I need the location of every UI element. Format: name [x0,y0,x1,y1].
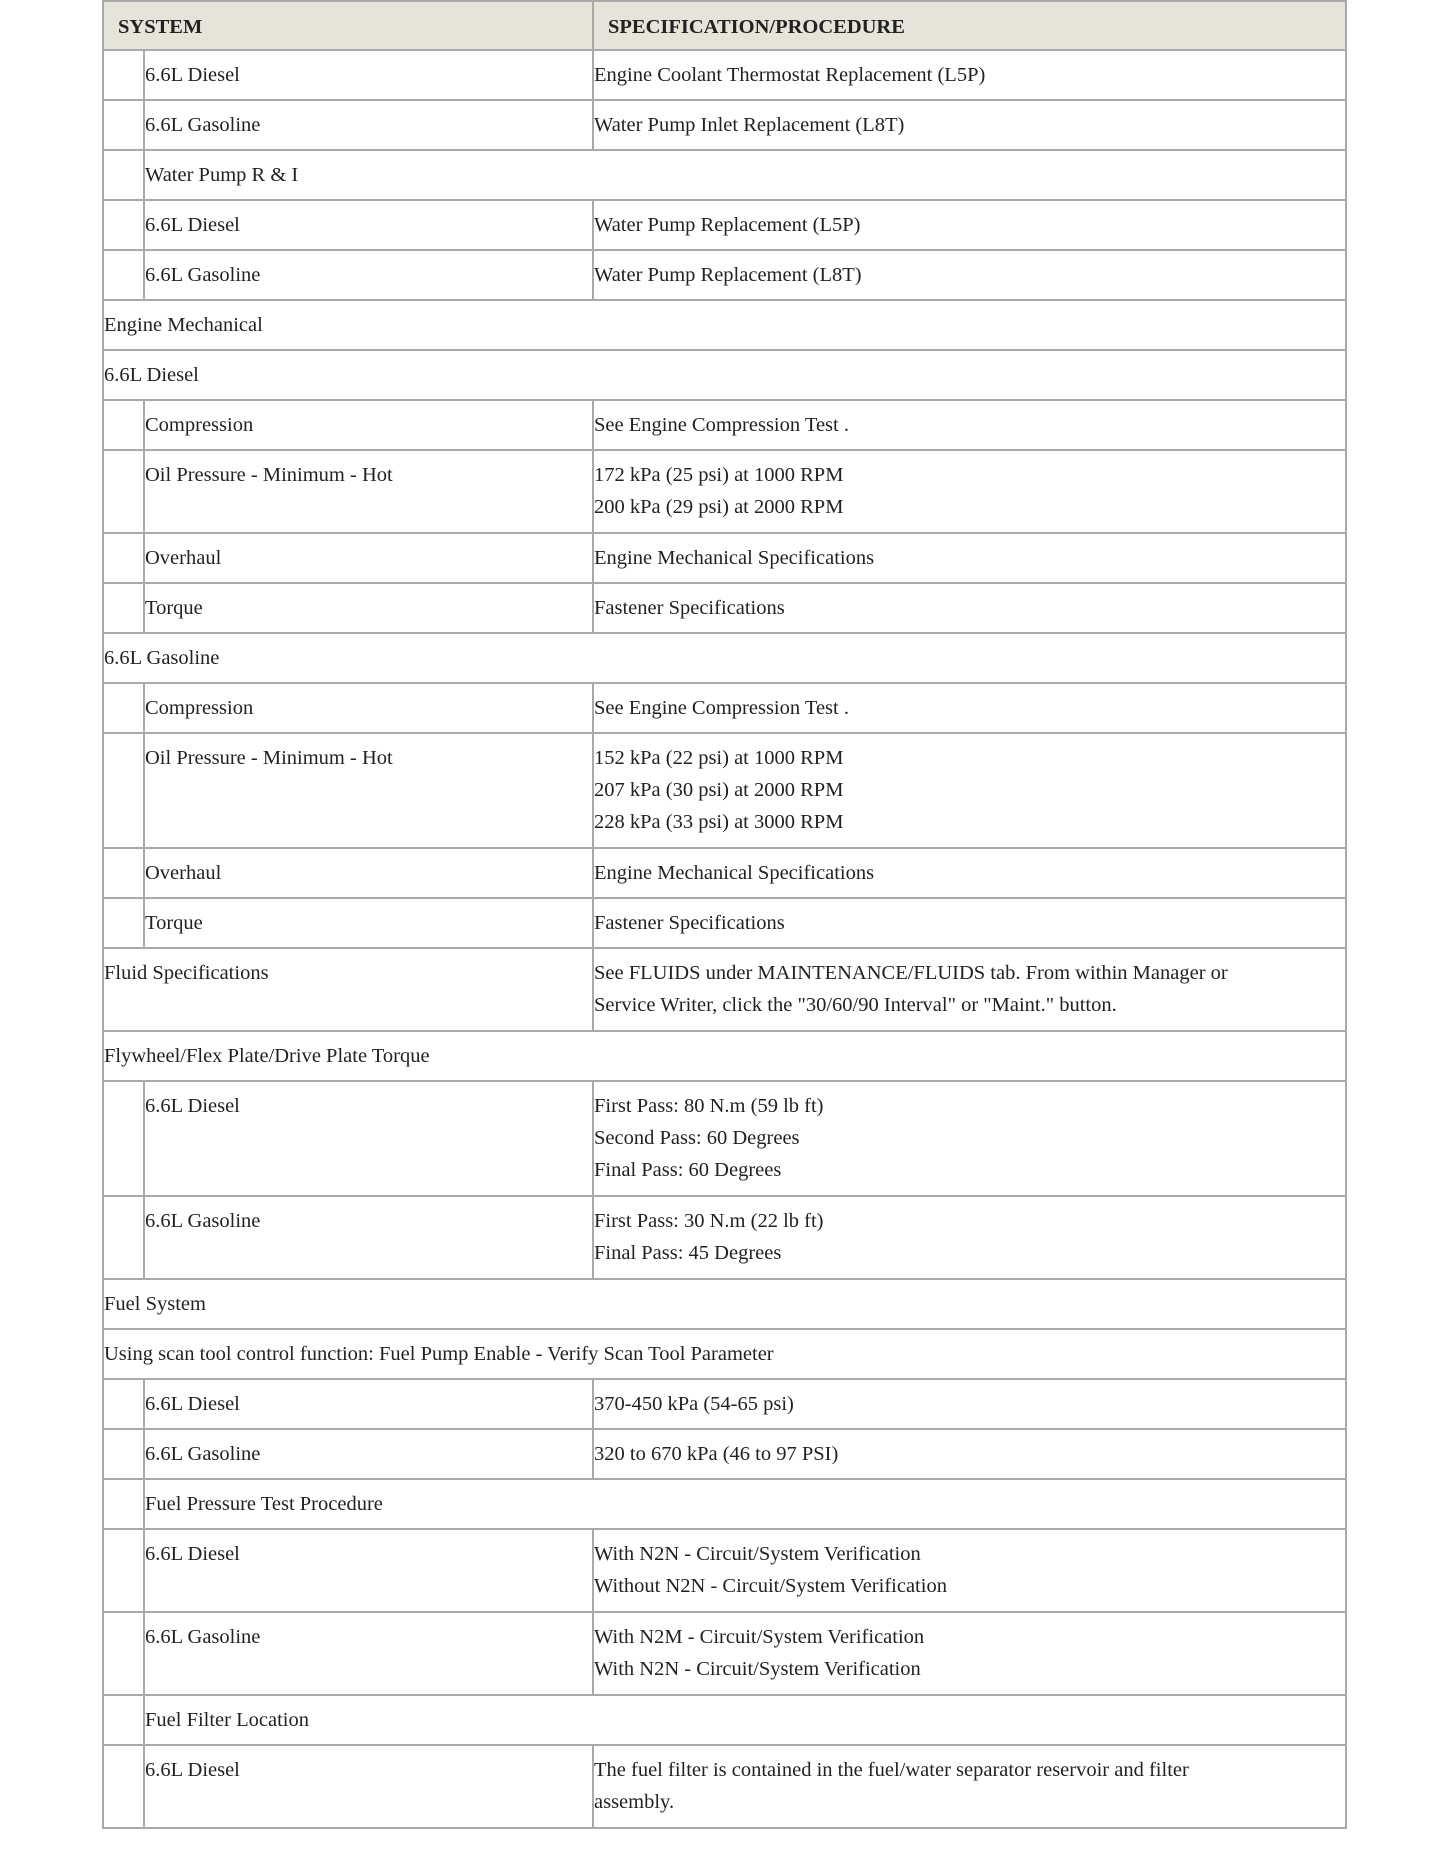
table-header-row [103,1,1346,50]
system-cell [144,898,593,948]
system-cell [144,1196,593,1279]
table-row [103,1695,1346,1745]
subsection-label: Using scan tool control function: Fuel Pump Enable - Verify Scan Tool Parameter [104,1343,774,1365]
spec-cell [593,400,1346,450]
system-cell [144,100,593,150]
indent-cell [103,1695,144,1745]
spec-value-line: Service Writer, click the "30/60/90 Interval" or "Maint." button. [594,994,1117,1016]
spec-value-line: Water Pump Inlet Replacement (L8T) [594,114,905,136]
spec-cell [593,1529,1346,1612]
spec-value-line: First Pass: 30 N.m (22 lb ft) [594,1210,824,1232]
system-cell [144,683,593,733]
indent-cell [103,1479,144,1529]
spec-value-line: With N2N - Circuit/System Verification [594,1543,921,1565]
system-label: Torque [145,597,203,619]
table-row [103,1479,1346,1529]
table-row [103,250,1346,300]
system-label: Overhaul [145,862,222,884]
section-label: Fluid Specifications [104,962,269,984]
system-label: 6.6L Diesel [145,1095,240,1117]
system-cell [144,200,593,250]
spec-value-line: With N2M - Circuit/System Verification [594,1626,925,1648]
system-label: Torque [145,912,203,934]
spec-cell [593,533,1346,583]
system-label: 6.6L Diesel [145,1759,240,1781]
group-cell [144,1479,1346,1529]
system-label: 6.6L Diesel [145,214,240,236]
spec-cell [593,733,1346,848]
subsection-label: 6.6L Gasoline [104,647,220,669]
subsection-label: 6.6L Diesel [104,364,199,386]
indent-cell [103,1429,144,1479]
system-cell [144,50,593,100]
section-label: Flywheel/Flex Plate/Drive Plate Torque [104,1045,430,1067]
system-label: 6.6L Diesel [145,1393,240,1415]
table-row [103,400,1346,450]
system-label: Oil Pressure - Minimum - Hot [145,747,393,769]
spec-value-line: 207 kPa (30 psi) at 2000 RPM [594,779,844,801]
spec-cell [593,1612,1346,1695]
spec-cell [593,1081,1346,1196]
table-row [103,583,1346,633]
spec-value-line: First Pass: 80 N.m (59 lb ft) [594,1095,824,1117]
indent-cell [103,1529,144,1612]
system-label: Oil Pressure - Minimum - Hot [145,464,393,486]
spec-cell [593,583,1346,633]
system-cell [144,1379,593,1429]
indent-cell [103,400,144,450]
table-row [103,1745,1346,1828]
spec-value-line: Water Pump Replacement (L5P) [594,214,861,236]
indent-cell [103,848,144,898]
indent-cell [103,583,144,633]
spec-value-line: With N2N - Circuit/System Verification [594,1658,921,1680]
table-row [103,1279,1346,1329]
table-row [103,533,1346,583]
system-cell [144,400,593,450]
system-label: 6.6L Gasoline [145,1443,261,1465]
system-cell [144,1745,593,1828]
table-row [103,633,1346,683]
system-label: 6.6L Gasoline [145,1626,261,1648]
spec-cell [593,1196,1346,1279]
system-cell [144,1529,593,1612]
spec-value-line: 200 kPa (29 psi) at 2000 RPM [594,496,844,518]
indent-cell [103,1379,144,1429]
table-row [103,1329,1346,1379]
group-label: Fuel Filter Location [145,1709,309,1731]
spec-value-line: The fuel filter is contained in the fuel/water separator reservoir and filter [594,1759,1189,1781]
system-label: 6.6L Diesel [145,1543,240,1565]
table-row [103,898,1346,948]
indent-cell [103,1081,144,1196]
system-cell [144,533,593,583]
table-row [103,100,1346,150]
system-label: 6.6L Gasoline [145,264,261,286]
subsection-cell [103,1329,1346,1379]
system-label: 6.6L Diesel [145,64,240,86]
spec-cell [593,1379,1346,1429]
system-label: 6.6L Gasoline [145,1210,261,1232]
spec-value-line: Second Pass: 60 Degrees [594,1127,800,1149]
indent-cell [103,1745,144,1828]
spec-value-line: See Engine Compression Test . [594,697,849,719]
section-cell [103,1279,1346,1329]
section-cell [103,300,1346,350]
table-row [103,848,1346,898]
spec-value-line: Without N2N - Circuit/System Verification [594,1575,947,1597]
header-spec: SPECIFICATION/PROCEDURE [593,1,1346,50]
table-row [103,1529,1346,1612]
table-row [103,1031,1346,1081]
spec-cell [593,683,1346,733]
indent-cell [103,250,144,300]
group-cell [144,150,1346,200]
section-cell [103,1031,1346,1081]
table-row [103,1379,1346,1429]
system-label: 6.6L Gasoline [145,114,261,136]
indent-cell [103,150,144,200]
subsection-cell [103,633,1346,683]
system-label: Compression [145,697,254,719]
spec-table-body [103,50,1346,1828]
indent-cell [103,450,144,533]
system-cell [144,1081,593,1196]
table-row [103,1429,1346,1479]
system-cell [144,583,593,633]
indent-cell [103,1196,144,1279]
spec-value-line: Engine Mechanical Specifications [594,547,875,569]
spec-cell [593,1745,1346,1828]
spec-cell [593,100,1346,150]
spec-value-line: See FLUIDS under MAINTENANCE/FLUIDS tab. From within Manager or [594,962,1228,984]
group-label: Water Pump R & I [145,164,299,186]
indent-cell [103,200,144,250]
spec-table [102,0,1347,1829]
table-row [103,450,1346,533]
spec-cell [593,898,1346,948]
spec-cell [593,250,1346,300]
indent-cell [103,1612,144,1695]
spec-value-line: Water Pump Replacement (L8T) [594,264,862,286]
system-cell [144,733,593,848]
spec-value-line: Final Pass: 60 Degrees [594,1159,782,1181]
indent-cell [103,100,144,150]
spec-value-line: 370-450 kPa (54-65 psi) [594,1393,794,1415]
table-row [103,733,1346,848]
indent-cell [103,733,144,848]
system-label: Compression [145,414,254,436]
system-label: Overhaul [145,547,222,569]
system-cell [144,250,593,300]
table-row [103,1196,1346,1279]
group-cell [144,1695,1346,1745]
spec-value-line: Fastener Specifications [594,597,785,619]
indent-cell [103,50,144,100]
spec-cell [593,450,1346,533]
header-system: SYSTEM [103,1,593,50]
spec-value-line: 172 kPa (25 psi) at 1000 RPM [594,464,844,486]
system-cell [103,948,593,1031]
system-cell [144,1429,593,1479]
table-row [103,350,1346,400]
subsection-cell [103,350,1346,400]
system-cell [144,848,593,898]
indent-cell [103,533,144,583]
spec-value-line: 152 kPa (22 psi) at 1000 RPM [594,747,844,769]
table-row [103,300,1346,350]
spec-cell [593,848,1346,898]
table-row [103,50,1346,100]
spec-value-line: assembly. [594,1791,675,1813]
section-label: Engine Mechanical [104,314,263,336]
indent-cell [103,898,144,948]
system-cell [144,450,593,533]
table-row [103,200,1346,250]
table-row [103,683,1346,733]
spec-cell [593,948,1346,1031]
spec-value-line: 320 to 670 kPa (46 to 97 PSI) [594,1443,839,1465]
spec-value-line: Engine Mechanical Specifications [594,862,875,884]
spec-value-line: Engine Coolant Thermostat Replacement (L5P) [594,64,986,86]
spec-cell [593,200,1346,250]
table-row [103,150,1346,200]
table-row [103,1612,1346,1695]
system-cell [144,1612,593,1695]
spec-value-line: 228 kPa (33 psi) at 3000 RPM [594,811,844,833]
spec-cell [593,1429,1346,1479]
spec-value-line: See Engine Compression Test . [594,414,849,436]
spec-cell [593,50,1346,100]
section-label: Fuel System [104,1293,206,1315]
indent-cell [103,683,144,733]
spec-value-line: Fastener Specifications [594,912,785,934]
table-row [103,948,1346,1031]
spec-value-line: Final Pass: 45 Degrees [594,1242,782,1264]
table-row [103,1081,1346,1196]
group-label: Fuel Pressure Test Procedure [145,1493,383,1515]
